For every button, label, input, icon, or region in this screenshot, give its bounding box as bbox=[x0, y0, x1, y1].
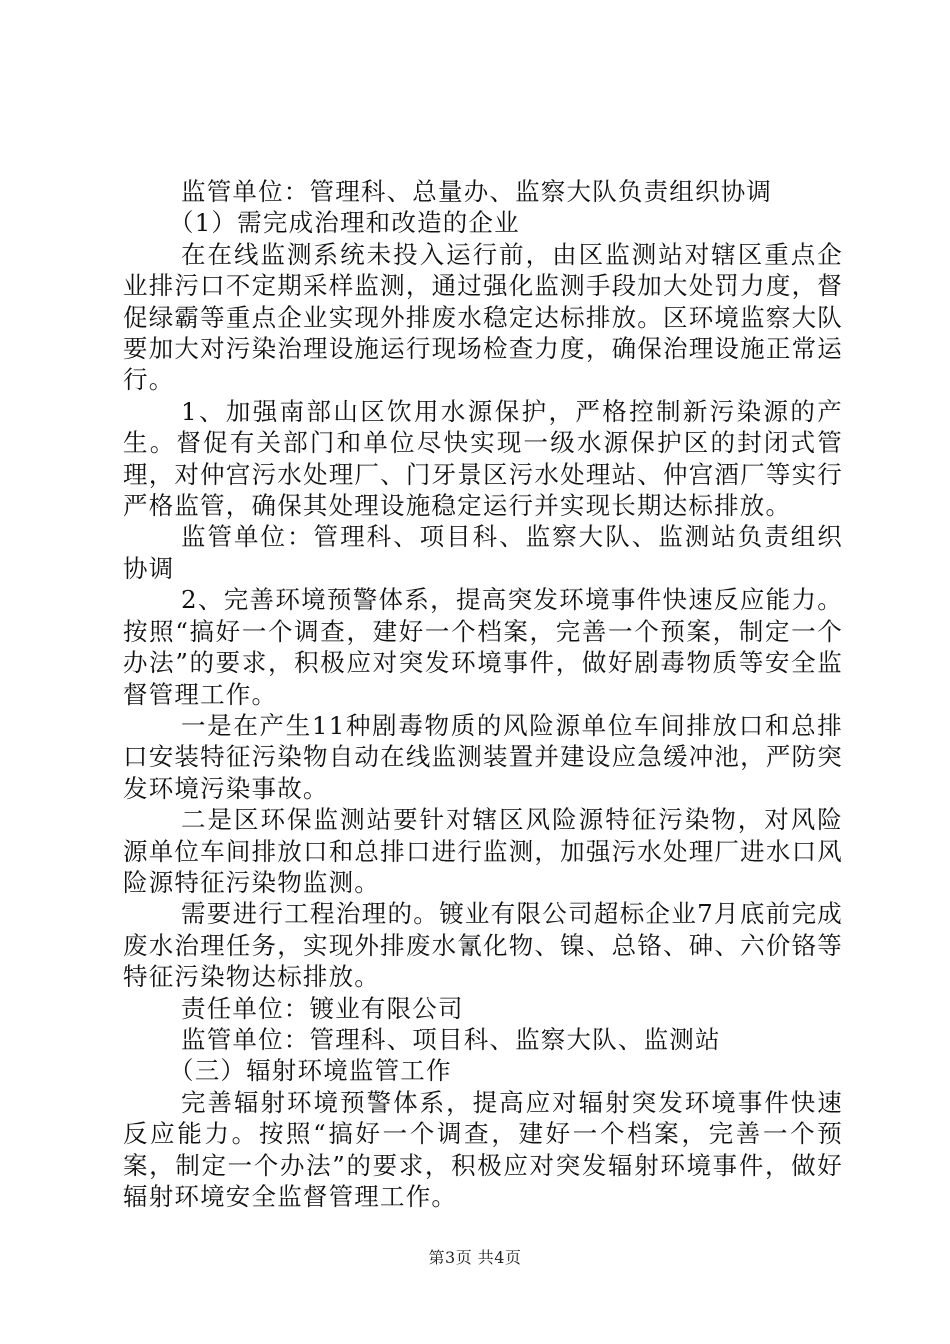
paragraph-online-monitoring: 在在线监测系统未投入运行前，由区监测站对辖区重点企业排污口不定期采样监测，通过强化监测手段加大处罚力度，督促绿霸等重点企业实现外排废水稳定达标排放。区环境监察大队要加大对污染治理设施运行现场检查力度，确保治理设施正常运行。 bbox=[123, 239, 843, 395]
paragraph-item-2-early-warning: 2、完善环境预警体系，提高突发环境事件快速反应能力。按照“搞好一个调查，建好一个档案，完善一个预案，制定一个办法”的要求，积极应对突发环境事件，做好剧毒物质等安全监督管理工作。 bbox=[123, 585, 843, 709]
paragraph-radiation-warning: 完善辐射环境预警体系，提高应对辐射突发环境事件快速反应能力。按照“搞好一个调查，建好一个档案，完善一个预案，制定一个办法”的要求，积极应对突发辐射环境事件，做好辐射环境安全监督管理工作。 bbox=[123, 1087, 843, 1211]
paragraph-responsible-unit: 责任单位：镀业有限公司 bbox=[181, 993, 464, 1023]
paragraph-engineering-treatment: 需要进行工程治理的。镀业有限公司超标企业7月底前完成废水治理任务，实现外排废水氰化物、镍、总铬、砷、六价铬等特征污染物达标排放。 bbox=[123, 899, 843, 992]
document-body bbox=[123, 176, 843, 1212]
paragraph-heading-radiation: （三）辐射环境监管工作 bbox=[169, 1056, 452, 1086]
paragraph-first-measure: 一是在产生11种剧毒物质的风险源单位车间排放口和总排口安装特征污染物自动在线监测装置并建设应急缓冲池，严防突发环境污染事故。 bbox=[123, 710, 843, 803]
paragraph-heading-enterprises: （1）需完成治理和改造的企业 bbox=[169, 208, 520, 238]
paragraph-item-1-water-source: 1、加强南部山区饮用水源保护，严格控制新污染源的产生。督促有关部门和单位尽快实现一级水源保护区的封闭式管理，对仲宫污水处理厂、门牙景区污水处理站、仲宫酒厂等实行严格监管，确保其处理设施稳定运行并实现长期达标排放。 bbox=[123, 396, 843, 521]
paragraph-supervision-units-1: 监管单位：管理科、总量办、监察大队负责组织协调 bbox=[181, 177, 773, 206]
paragraph-second-measure: 二是区环保监测站要针对辖区风险源特征污染物，对风险源单位车间排放口和总排口进行监测，加强污水处理厂进水口风险源特征污染物监测。 bbox=[123, 805, 843, 897]
page-footer: 第3页 共4页 bbox=[428, 1248, 522, 1267]
paragraph-supervision-units-2: 监管单位：管理科、项目科、监察大队、监测站负责组织协调 bbox=[123, 522, 843, 583]
paragraph-supervision-units-3: 监管单位：管理科、项目科、监察大队、监测站 bbox=[181, 1024, 721, 1054]
